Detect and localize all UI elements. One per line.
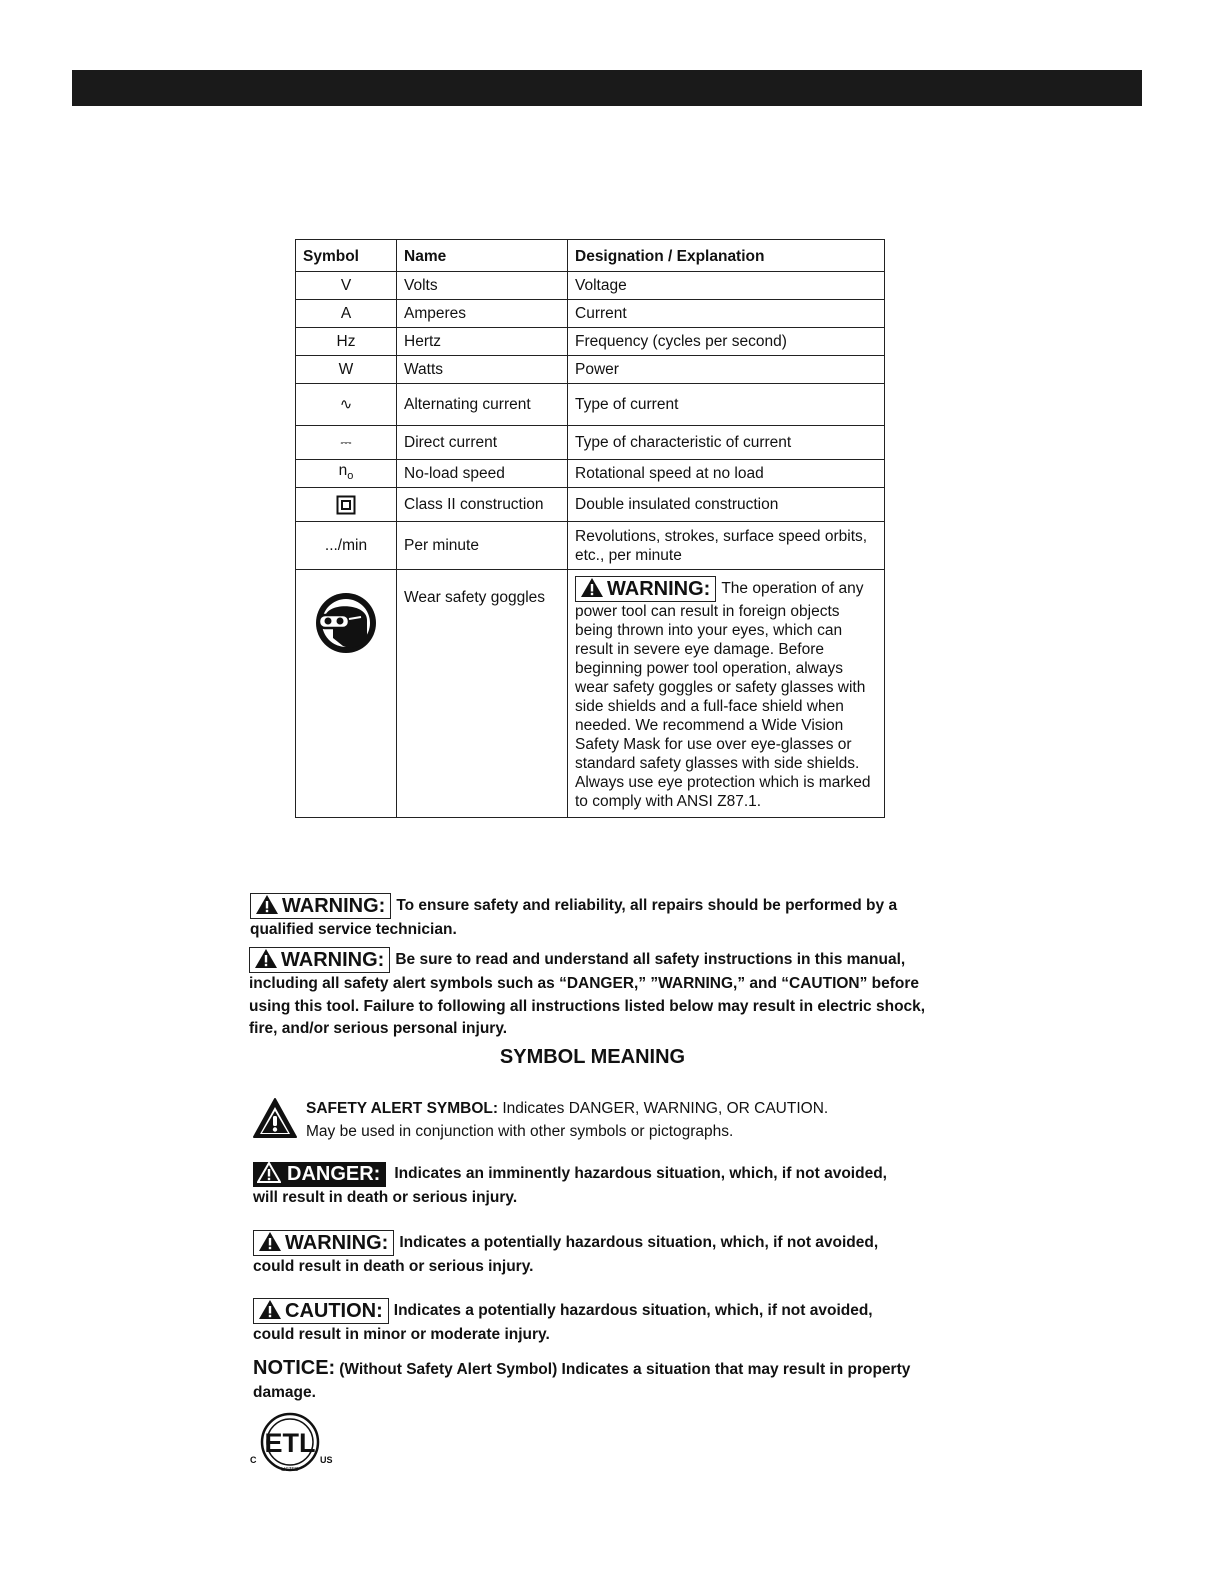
name-cell: Class II construction	[397, 488, 568, 522]
caution-label: CAUTION:	[285, 1300, 383, 1322]
table-header-row	[296, 240, 885, 272]
symbol-cell	[296, 570, 397, 818]
warning-definition	[253, 1230, 903, 1279]
symbols-table	[295, 239, 885, 818]
danger-badge	[253, 1162, 386, 1187]
safety-goggles-icon	[313, 590, 379, 656]
table-row	[296, 300, 885, 328]
no-load-symbol: n	[338, 461, 348, 479]
symbol-cell	[296, 384, 397, 426]
explanation-cell: Frequency (cycles per second)	[568, 328, 885, 356]
warning-badge	[575, 576, 716, 602]
class-ii-icon	[336, 495, 356, 515]
explanation-cell: Type of current	[568, 384, 885, 426]
no-load-subscript: o	[347, 470, 354, 483]
warning-badge	[250, 893, 391, 919]
goggles-warning-text: The operation of any power tool can result in foreign objects being thrown into your eyes, which can result in severe eye damage. Before beginning power tool operation, always wear safety goggles or safety glasses with side shields and a full-face shield when needed. We recommend a Wide Vision Safety Mask for use over eye-glasses or standard safety glasses with side shields. Always use eye protection which is marked to comply with ANSI Z87.1.	[575, 580, 871, 810]
explanation-cell: Voltage	[568, 272, 885, 300]
header-bar	[72, 70, 1142, 106]
name-cell: Volts	[397, 272, 568, 300]
warning-label: WARNING:	[282, 895, 386, 917]
warning-label: WARNING:	[607, 578, 711, 600]
danger-definition	[253, 1162, 913, 1210]
table-row	[296, 328, 885, 356]
safety-alert-icon	[257, 1162, 281, 1183]
symbol-cell: Hz	[296, 328, 397, 356]
explanation-cell: Current	[568, 300, 885, 328]
warning-repairs	[250, 893, 920, 942]
caution-badge	[253, 1298, 389, 1324]
explanation-cell: Rotational speed at no load	[568, 460, 885, 488]
warning-text: Be sure to read and understand all safety instructions in this manual, including all safety alert symbols such as “DANGER,” ”WARNING,” and “CAUTION” before using this tool. Failure to following all instructions listed below may result in electric shock, fire, and/or serious personal injury.	[249, 951, 926, 1038]
table-row	[296, 426, 885, 460]
explanation-cell	[568, 570, 885, 818]
etl-listed-logo	[250, 1412, 340, 1474]
safety-alert-label: SAFETY ALERT SYMBOL:	[306, 1100, 499, 1117]
safety-alert-line1: Indicates DANGER, WARNING, OR CAUTION.	[502, 1100, 829, 1117]
warning-label: WARNING:	[281, 949, 385, 971]
safety-alert-icon	[254, 948, 278, 969]
alternating-current-icon: ∿	[339, 395, 353, 413]
safety-alert-icon	[258, 1231, 282, 1252]
symbol-cell: V	[296, 272, 397, 300]
warning-text: To ensure safety and reliability, all repairs should be performed by a qualified service technician.	[250, 897, 898, 938]
name-cell: Direct current	[397, 426, 568, 460]
col-header-explanation: Designation / Explanation	[568, 240, 885, 272]
etl-us-text: US	[320, 1455, 333, 1465]
warning-read-instructions	[249, 947, 929, 1041]
warning-badge	[249, 947, 390, 973]
direct-current-icon: ⎓	[340, 434, 352, 451]
safety-alert-icon	[258, 1299, 282, 1320]
col-header-symbol: Symbol	[296, 240, 397, 272]
danger-text: Indicates an imminently hazardous situation, which, if not avoided, will result in death or serious injury.	[253, 1165, 887, 1206]
name-cell: No-load speed	[397, 460, 568, 488]
caution-text: Indicates a potentially hazardous situation, which, if not avoided, could result in minor or moderate injury.	[253, 1302, 873, 1343]
table-row	[296, 570, 885, 818]
col-header-name: Name	[397, 240, 568, 272]
name-cell: Hertz	[397, 328, 568, 356]
name-cell: Wear safety goggles	[397, 570, 568, 818]
name-cell: Amperes	[397, 300, 568, 328]
table-row	[296, 356, 885, 384]
symbol-cell: A	[296, 300, 397, 328]
symbol-cell: W	[296, 356, 397, 384]
safety-alert-icon	[580, 577, 604, 598]
symbol-cell	[296, 488, 397, 522]
etl-c-text: C	[250, 1455, 257, 1465]
explanation-cell: Revolutions, strokes, surface speed orbits, etc., per minute	[568, 522, 885, 570]
safety-alert-definition	[306, 1098, 926, 1143]
warning-badge	[253, 1230, 394, 1256]
notice-label: NOTICE:	[253, 1357, 336, 1379]
table-row	[296, 522, 885, 570]
table-row	[296, 460, 885, 488]
warning-label: WARNING:	[285, 1232, 389, 1254]
caution-definition	[253, 1298, 903, 1347]
etl-text: ETL	[264, 1428, 316, 1458]
warning-text: Indicates a potentially hazardous situation, which, if not avoided, could result in death or serious injury.	[253, 1234, 879, 1275]
table-row	[296, 384, 885, 426]
symbol-cell	[296, 460, 397, 488]
danger-label: DANGER:	[287, 1163, 381, 1185]
symbol-cell	[296, 426, 397, 460]
name-cell: Watts	[397, 356, 568, 384]
name-cell: Alternating current	[397, 384, 568, 426]
name-cell: Per minute	[397, 522, 568, 570]
safety-alert-icon	[252, 1097, 298, 1139]
explanation-cell: Double insulated construction	[568, 488, 885, 522]
notice-definition	[253, 1357, 933, 1404]
explanation-cell: Type of characteristic of current	[568, 426, 885, 460]
safety-alert-line2: May be used in conjunction with other symbols or pictographs.	[306, 1122, 734, 1140]
table-row	[296, 272, 885, 300]
notice-text: (Without Safety Alert Symbol) Indicates a situation that may result in property damage.	[253, 1361, 911, 1401]
table-row	[296, 488, 885, 522]
symbol-cell: .../min	[296, 522, 397, 570]
etl-listed-text: LISTED	[281, 1467, 299, 1473]
explanation-cell: Power	[568, 356, 885, 384]
symbol-meaning-heading: SYMBOL MEANING	[499, 1046, 686, 1068]
safety-alert-icon	[255, 894, 279, 915]
